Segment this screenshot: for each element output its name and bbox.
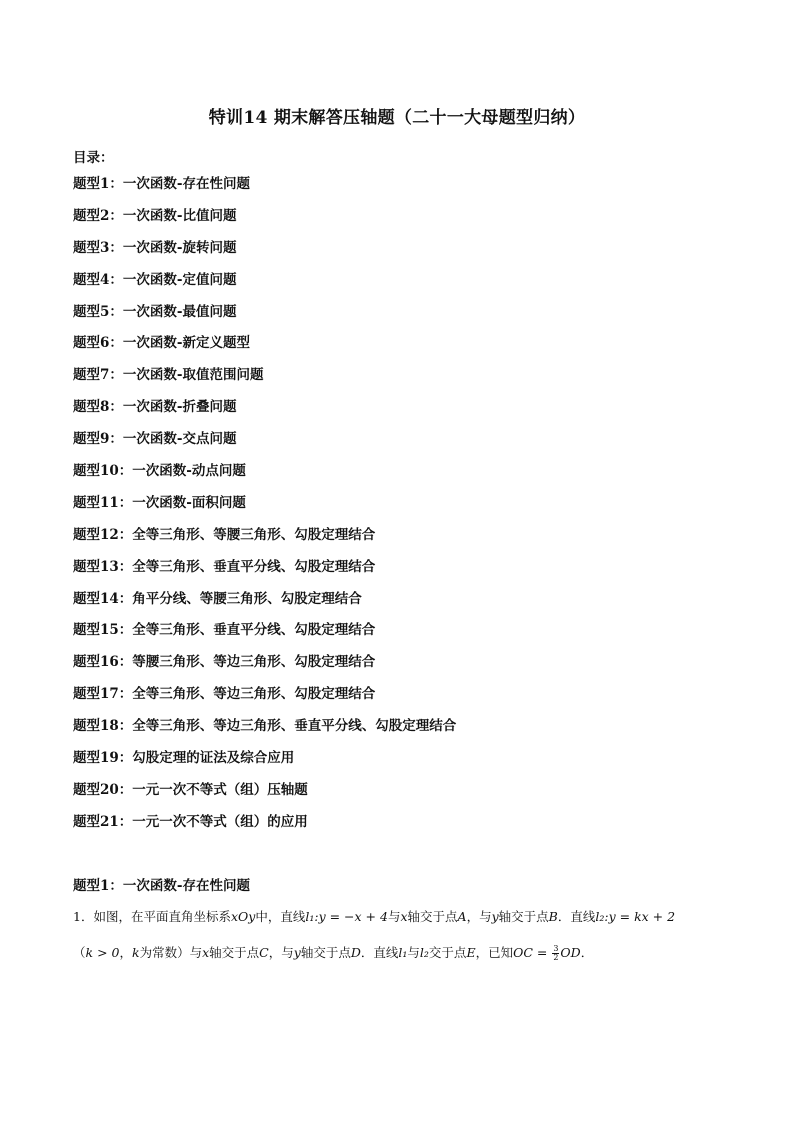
problem-text: ， — [119, 945, 132, 960]
fraction-numerator: 3 — [553, 944, 559, 953]
toc-item: 题型4：一次函数-定值问题 — [73, 271, 237, 288]
math-point-d: D — [350, 945, 361, 960]
toc-item: 题型20：一元一次不等式（组）压轴题 — [73, 781, 308, 798]
problem-line-2 — [73, 943, 723, 979]
math-x: x — [400, 909, 408, 924]
math-od: OD — [560, 945, 581, 960]
problem-text: ．直线 — [557, 909, 596, 924]
toc-item: 题型9：一次函数-交点问题 — [73, 431, 237, 448]
section-heading: 题型1：一次函数-存在性问题 — [73, 878, 250, 894]
problem-text: 与 — [387, 909, 401, 924]
problem-text: ．直线 — [360, 945, 399, 960]
problem-text: ，与 — [466, 909, 492, 924]
toc-item: 题型5：一次函数-最值问题 — [73, 303, 237, 320]
math-point-e: E — [466, 945, 476, 960]
table-of-contents — [73, 174, 456, 844]
toc-item: 题型21：一元一次不等式（组）的应用 — [73, 813, 308, 830]
math-oc: OC = — [513, 945, 552, 960]
toc-item: 题型6：一次函数-新定义题型 — [73, 335, 250, 352]
problem-text: ，已知 — [475, 945, 514, 960]
toc-item: 题型14：角平分线、等腰三角形、勾股定理结合 — [73, 590, 362, 607]
problem-text: 1．如图，在平面直角坐标系 — [73, 909, 231, 924]
problem-text: 为常数）与 — [139, 945, 203, 960]
toc-item: 题型17：全等三角形、等边三角形、勾股定理结合 — [73, 686, 376, 703]
problem-text: 轴交于点 — [209, 945, 260, 960]
toc-item: 题型7：一次函数-取值范围问题 — [73, 367, 264, 384]
math-l1-equation: l₁:y = −x + 4 — [305, 909, 388, 924]
toc-item: 题型18：全等三角形、等边三角形、垂直平分线、勾股定理结合 — [73, 718, 457, 735]
problem-text: 与 — [407, 945, 420, 960]
math-x: x — [202, 945, 210, 960]
problem-text: ． — [580, 945, 594, 960]
math-point-c: C — [259, 945, 269, 960]
problem-text: ，与 — [268, 945, 294, 960]
problem-line-1 — [73, 907, 723, 943]
toc-item: 题型11：一次函数-面积问题 — [73, 494, 246, 511]
math-y: y — [293, 945, 301, 960]
toc-item: 题型2：一次函数-比值问题 — [73, 207, 237, 224]
math-l2: l₂ — [419, 945, 429, 960]
math-l1: l₁ — [398, 945, 408, 960]
toc-label: 目录： — [73, 150, 114, 166]
problem-text: 交于点 — [428, 945, 467, 960]
toc-item: 题型1：一次函数-存在性问题 — [73, 176, 250, 192]
math-y: y — [491, 909, 499, 924]
problem-text: （ — [73, 945, 86, 960]
problem-1 — [73, 907, 723, 979]
toc-item: 题型13：全等三角形、垂直平分线、勾股定理结合 — [73, 558, 376, 575]
problem-text: 轴交于点 — [300, 945, 351, 960]
problem-text: 轴交于点 — [498, 909, 549, 924]
math-k-condition: k > 0 — [85, 945, 120, 960]
page-title: 特训14 期末解答压轴题（二十一大母题型归纳） — [208, 108, 586, 128]
toc-item: 题型16：等腰三角形、等边三角形、勾股定理结合 — [73, 654, 376, 671]
toc-item: 题型10：一次函数-动点问题 — [73, 463, 246, 480]
problem-text: 中，直线 — [255, 909, 306, 924]
math-l2-equation: l₂:y = kx + 2 — [595, 909, 676, 924]
toc-item: 题型3：一次函数-旋转问题 — [73, 239, 237, 256]
problem-text: 轴交于点 — [407, 909, 458, 924]
math-point-b: B — [548, 909, 558, 924]
math-point-a: A — [457, 909, 467, 924]
math-k: k — [131, 945, 140, 960]
math-xoy: xOy — [230, 909, 256, 924]
toc-item: 题型8：一次函数-折叠问题 — [73, 399, 237, 416]
fraction-three-halves — [552, 945, 559, 962]
fraction-denominator: 2 — [553, 953, 559, 962]
toc-item: 题型12：全等三角形、等腰三角形、勾股定理结合 — [73, 526, 376, 543]
toc-item: 题型15：全等三角形、垂直平分线、勾股定理结合 — [73, 622, 376, 639]
toc-item: 题型19：勾股定理的证法及综合应用 — [73, 750, 295, 767]
